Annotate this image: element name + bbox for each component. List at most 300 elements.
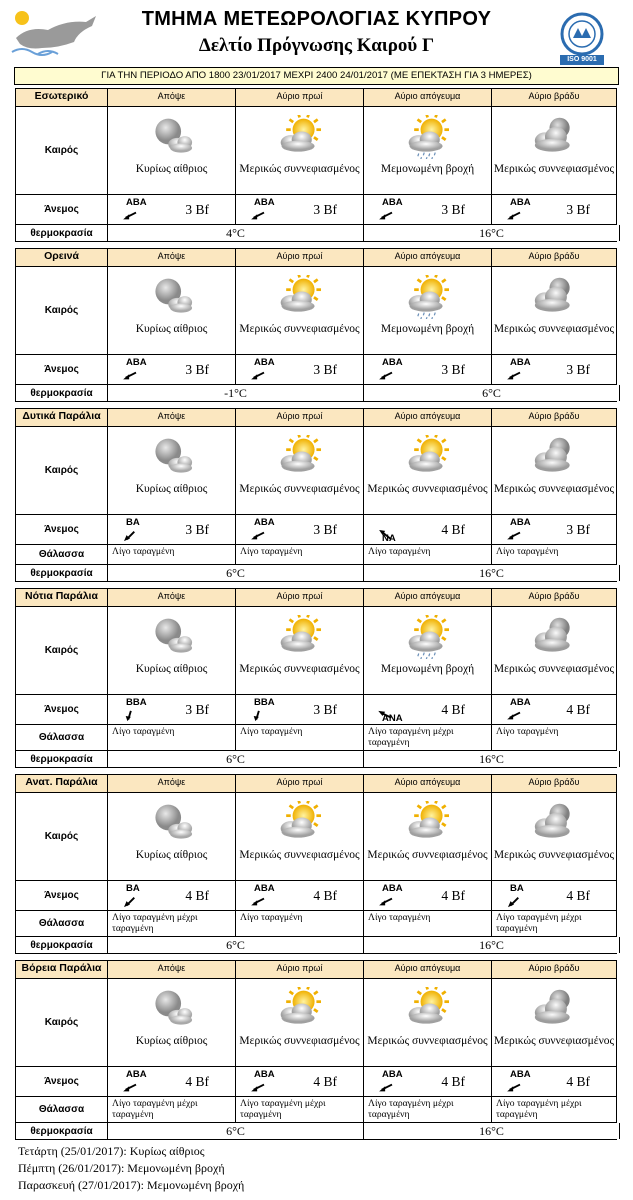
wind-cell xyxy=(236,195,364,224)
period-header: Αύριο πρωί xyxy=(236,89,364,106)
wind-force: 3 Bf xyxy=(185,362,209,377)
sea-state: Λίγο ταραγμένη μέχρι ταραγμένη xyxy=(240,1098,326,1120)
sea-cell xyxy=(236,725,364,750)
temperature-night: -1°C xyxy=(108,385,364,401)
sea-cell xyxy=(364,725,492,750)
wind-direction: ΒΑ xyxy=(126,517,140,528)
wind-cell xyxy=(108,195,236,224)
temperature-row xyxy=(16,937,616,953)
temperature-day: 16°C xyxy=(364,1123,620,1139)
region-name: Ανατ. Παράλια xyxy=(16,775,108,792)
sea-cell xyxy=(492,911,616,936)
sea-state: Λίγο ταραγμένη xyxy=(496,726,559,737)
weather-description: Κυρίως αίθριος xyxy=(135,483,208,495)
wind-direction: ΑΒΑ xyxy=(254,517,275,528)
wind-cell xyxy=(236,695,364,724)
weather-row xyxy=(16,607,616,695)
weather-cell xyxy=(364,427,492,514)
wind-cell xyxy=(108,881,236,910)
weather-description: Μερικώς συννεφιασμένος xyxy=(239,323,360,335)
weather-cell xyxy=(492,607,616,694)
wind-direction: ΑΒΑ xyxy=(382,357,403,368)
sea-state: Λίγο ταραγμένη xyxy=(368,546,431,557)
period-header: Απόψε xyxy=(108,961,236,978)
sea-label: Θάλασσα xyxy=(16,911,108,936)
period-header: Αύριο πρωί xyxy=(236,775,364,792)
wind-cell xyxy=(108,695,236,724)
weather-cell xyxy=(108,267,236,354)
weather-description: Κυρίως αίθριος xyxy=(135,1035,208,1047)
period-header: Αύριο βράδυ xyxy=(528,91,580,101)
moon-heavy-cloud-icon xyxy=(526,801,584,845)
period-header: Αύριο απόγευμα xyxy=(364,249,492,266)
weather-cell xyxy=(236,267,364,354)
wind-direction-arrow-icon xyxy=(120,210,140,222)
weather-description: Μερικώς συννεφιασμένος xyxy=(493,849,615,861)
moon-heavy-cloud-icon xyxy=(526,115,584,159)
weather-cell xyxy=(108,427,236,514)
temperature-day: 16°C xyxy=(364,225,620,241)
wind-direction: ΑΒΑ xyxy=(382,1069,403,1080)
sun-cloud-rain-icon xyxy=(398,115,456,159)
region-header-row xyxy=(16,589,616,607)
sea-cell xyxy=(364,911,492,936)
weather-description: Μερικώς συννεφιασμένος xyxy=(493,323,615,335)
wind-cell xyxy=(492,1067,616,1096)
region-name: Νότια Παράλια xyxy=(16,589,108,606)
wind-direction: ΒΒΑ xyxy=(126,697,147,708)
wind-cell xyxy=(236,355,364,384)
weather-cell xyxy=(236,607,364,694)
weather-description: Μερικώς συννεφιασμένος xyxy=(239,163,360,175)
wind-direction: ΑΒΑ xyxy=(510,697,531,708)
weather-cell xyxy=(364,793,492,880)
wind-direction-arrow-icon xyxy=(504,896,524,908)
weather-row xyxy=(16,979,616,1067)
sea-state: Λίγο ταραγμένη xyxy=(240,912,303,923)
wind-row xyxy=(16,515,616,545)
wind-direction-arrow-icon xyxy=(504,210,524,222)
sea-state: Λίγο ταραγμένη μέχρι ταραγμένη xyxy=(496,1098,582,1120)
weather-description: Μερικώς συννεφιασμένος xyxy=(239,1035,360,1047)
region-header-row xyxy=(16,89,616,107)
sun-cloud-rain-icon xyxy=(398,275,456,319)
sea-cell xyxy=(492,545,616,564)
wind-force: 3 Bf xyxy=(566,202,590,217)
wind-force: 4 Bf xyxy=(566,1074,590,1089)
period-header: Αύριο πρωί xyxy=(236,961,364,978)
moon-heavy-cloud-icon xyxy=(526,987,584,1031)
outlook-line: Τετάρτη (25/01/2017): Κυρίως αίθριος xyxy=(18,1144,205,1158)
wind-label: Άνεμος xyxy=(16,355,108,384)
wind-label: Άνεμος xyxy=(16,695,108,724)
weather-description: Μερικώς συννεφιασμένος xyxy=(367,1035,488,1047)
wind-label: Άνεμος xyxy=(16,881,108,910)
weather-label: Καιρός xyxy=(16,607,108,694)
wind-cell xyxy=(364,881,492,910)
sea-label: Θάλασσα xyxy=(16,725,108,750)
wind-direction-arrow-icon xyxy=(248,370,268,382)
sun-cloud-icon xyxy=(270,275,328,319)
wind-cell xyxy=(236,515,364,544)
sun-cloud-rain-icon xyxy=(398,615,456,659)
wind-direction: ΒΑ xyxy=(510,883,524,894)
wind-direction: ΑΒΑ xyxy=(510,197,531,208)
period-header: Απόψε xyxy=(108,775,236,792)
moon-heavy-cloud-icon xyxy=(526,435,584,479)
period-header: Αύριο απόγευμα xyxy=(364,409,492,426)
period-header: Αύριο απόγευμα xyxy=(364,89,492,106)
sea-row xyxy=(16,725,616,751)
wind-direction-arrow-icon xyxy=(376,896,396,908)
weather-description: Μερικώς συννεφιασμένος xyxy=(239,849,360,861)
wind-row xyxy=(16,881,616,911)
region-header-row xyxy=(16,961,616,979)
temperature-label: θερμοκρασία xyxy=(16,751,108,767)
weather-description: Κυρίως αίθριος xyxy=(135,663,208,675)
wind-direction-arrow-icon xyxy=(248,710,268,722)
wind-direction-arrow-icon xyxy=(248,1082,268,1094)
weather-cell xyxy=(364,267,492,354)
temperature-label: θερμοκρασία xyxy=(16,565,108,581)
sea-cell xyxy=(108,1097,236,1122)
weather-label: Καιρός xyxy=(16,107,108,194)
sun-cloud-icon xyxy=(398,987,456,1031)
wind-direction-arrow-icon xyxy=(248,210,268,222)
wind-force: 4 Bf xyxy=(441,702,465,717)
sea-cell xyxy=(236,545,364,564)
weather-cell xyxy=(108,979,236,1066)
period-header: Αύριο βράδυ xyxy=(528,963,580,973)
temperature-label: θερμοκρασία xyxy=(16,937,108,953)
wind-force: 4 Bf xyxy=(185,888,209,903)
region-block xyxy=(15,960,617,1140)
wind-cell xyxy=(492,695,616,724)
sea-cell xyxy=(108,545,236,564)
wind-force: 3 Bf xyxy=(566,522,590,537)
sea-label: Θάλασσα xyxy=(16,545,108,564)
temperature-day: 16°C xyxy=(364,751,620,767)
temperature-night: 6°C xyxy=(108,937,364,953)
wind-row xyxy=(16,1067,616,1097)
weather-row xyxy=(16,427,616,515)
weather-description: Μερικώς συννεφιασμένος xyxy=(493,663,615,675)
iso-label: ISO 9001 xyxy=(567,56,597,63)
weather-cell xyxy=(492,267,616,354)
wind-direction-arrow-icon xyxy=(248,896,268,908)
weather-cell xyxy=(108,793,236,880)
moon-heavy-cloud-icon xyxy=(526,615,584,659)
wind-direction-arrow-icon xyxy=(504,1082,524,1094)
wind-force: 3 Bf xyxy=(441,362,465,377)
sea-label: Θάλασσα xyxy=(16,1097,108,1122)
sea-cell xyxy=(492,725,616,750)
sea-cell xyxy=(236,1097,364,1122)
region-name: Ορεινά xyxy=(16,249,108,266)
period-header: Αύριο βράδυ xyxy=(528,251,580,261)
wind-direction-arrow-icon xyxy=(120,1082,140,1094)
wind-cell xyxy=(492,515,616,544)
period-header: Αύριο βράδυ xyxy=(528,591,580,601)
weather-cell xyxy=(492,107,616,194)
period-header: Αύριο βράδυ xyxy=(528,411,580,421)
sea-row xyxy=(16,1097,616,1123)
wind-cell xyxy=(364,355,492,384)
temperature-label: θερμοκρασία xyxy=(16,1123,108,1139)
wind-direction: ΑΒΑ xyxy=(382,883,403,894)
sun-cloud-icon xyxy=(398,801,456,845)
weather-description: Μερικώς συννεφιασμένος xyxy=(493,163,615,175)
period-header: Αύριο βράδυ xyxy=(528,777,580,787)
weather-row xyxy=(16,793,616,881)
sea-cell xyxy=(236,911,364,936)
weather-cell xyxy=(492,427,616,514)
weather-cell xyxy=(364,107,492,194)
sea-state: Λίγο ταραγμένη μέχρι ταραγμένη xyxy=(368,1098,454,1120)
wind-force: 3 Bf xyxy=(313,702,337,717)
region-header-row xyxy=(16,249,616,267)
weather-description: Μερικώς συννεφιασμένος xyxy=(493,1035,615,1047)
sun-cloud-icon xyxy=(270,615,328,659)
weather-cell xyxy=(492,793,616,880)
region-header-row xyxy=(16,775,616,793)
wind-force: 4 Bf xyxy=(441,1074,465,1089)
wind-label: Άνεμος xyxy=(16,1067,108,1096)
wind-direction-arrow-icon xyxy=(120,530,140,542)
region-header-row xyxy=(16,409,616,427)
period-header: Αύριο απόγευμα xyxy=(364,961,492,978)
sea-cell xyxy=(108,911,236,936)
region-block xyxy=(15,248,617,402)
wind-label: Άνεμος xyxy=(16,515,108,544)
wind-force: 4 Bf xyxy=(566,702,590,717)
wind-cell xyxy=(236,881,364,910)
sea-cell xyxy=(492,1097,616,1122)
sea-state: Λίγο ταραγμένη xyxy=(240,726,303,737)
sun-cloud-icon xyxy=(270,115,328,159)
sun-cloud-icon xyxy=(270,987,328,1031)
weather-cell xyxy=(236,427,364,514)
temperature-row xyxy=(16,225,616,241)
weather-description: Μεμονωμένη βροχή xyxy=(380,163,475,175)
wind-force: 4 Bf xyxy=(441,522,465,537)
wind-direction-arrow-icon xyxy=(376,1082,396,1094)
weather-description: Μερικώς συννεφιασμένος xyxy=(367,483,488,495)
moon-cloud-icon xyxy=(142,115,200,159)
wind-cell xyxy=(236,1067,364,1096)
moon-heavy-cloud-icon xyxy=(526,275,584,319)
period-header: Αύριο απόγευμα xyxy=(364,589,492,606)
temperature-day: 16°C xyxy=(364,565,620,581)
weather-description: Κυρίως αίθριος xyxy=(135,323,208,335)
region-block xyxy=(15,774,617,954)
weather-label: Καιρός xyxy=(16,267,108,354)
region-block xyxy=(15,88,617,242)
wind-direction: ΒΒΑ xyxy=(254,697,275,708)
weather-description: Κυρίως αίθριος xyxy=(135,849,208,861)
sun-cloud-icon xyxy=(270,435,328,479)
wind-force: 3 Bf xyxy=(185,702,209,717)
sea-state: Λίγο ταραγμένη xyxy=(496,546,559,557)
weather-cell xyxy=(236,107,364,194)
temperature-row xyxy=(16,1123,616,1139)
wind-direction-arrow-icon xyxy=(376,210,396,222)
period-header: Αύριο απόγευμα xyxy=(364,775,492,792)
period-header: Απόψε xyxy=(108,89,236,106)
wind-cell xyxy=(108,355,236,384)
wind-direction: ΑΝΑ xyxy=(382,713,403,724)
wind-force: 4 Bf xyxy=(566,888,590,903)
wind-direction: ΑΒΑ xyxy=(254,1069,275,1080)
temperature-night: 6°C xyxy=(108,751,364,767)
sun-cloud-icon xyxy=(398,435,456,479)
weather-label: Καιρός xyxy=(16,979,108,1066)
wind-direction-arrow-icon xyxy=(504,370,524,382)
sea-state: Λίγο ταραγμένη xyxy=(112,726,175,737)
wind-direction: ΑΒΑ xyxy=(510,357,531,368)
period-header: Απόψε xyxy=(108,409,236,426)
wind-direction: ΝΑ xyxy=(382,533,396,544)
temperature-label: θερμοκρασία xyxy=(16,225,108,241)
bulletin-title: ΤΜΗΜΑ ΜΕΤΕΩΡΟΛΟΓΙΑΣ ΚΥΠΡΟΥ xyxy=(141,8,492,30)
temperature-night: 6°C xyxy=(108,1123,364,1139)
wind-cell xyxy=(108,515,236,544)
weather-cell xyxy=(108,607,236,694)
wind-force: 4 Bf xyxy=(313,1074,337,1089)
wind-direction-arrow-icon xyxy=(504,710,524,722)
weather-row xyxy=(16,267,616,355)
moon-cloud-icon xyxy=(142,275,200,319)
wind-direction-arrow-icon xyxy=(120,896,140,908)
temperature-row xyxy=(16,565,616,581)
sea-state: Λίγο ταραγμένη xyxy=(112,546,175,557)
wind-direction-arrow-icon xyxy=(120,370,140,382)
sea-state: Λίγο ταραγμένη xyxy=(240,546,303,557)
wind-force: 4 Bf xyxy=(441,888,465,903)
moon-cloud-icon xyxy=(142,801,200,845)
wind-direction: ΑΒΑ xyxy=(126,197,147,208)
sea-cell xyxy=(364,1097,492,1122)
wind-force: 4 Bf xyxy=(185,1074,209,1089)
period-header: Αύριο πρωί xyxy=(236,249,364,266)
wind-direction: ΑΒΑ xyxy=(382,197,403,208)
wind-direction: ΑΒΑ xyxy=(510,1069,531,1080)
wind-direction: ΑΒΑ xyxy=(254,883,275,894)
wind-direction: ΑΒΑ xyxy=(126,1069,147,1080)
wind-cell xyxy=(108,1067,236,1096)
wind-cell xyxy=(364,1067,492,1096)
weather-cell xyxy=(492,979,616,1066)
period-header: Απόψε xyxy=(108,589,236,606)
sea-state: Λίγο ταραγμένη xyxy=(368,912,431,923)
temperature-label: θερμοκρασία xyxy=(16,385,108,401)
wind-direction-arrow-icon xyxy=(120,710,140,722)
temperature-row xyxy=(16,751,616,767)
temperature-day: 6°C xyxy=(364,385,620,401)
sun-cloud-icon xyxy=(270,801,328,845)
wind-row xyxy=(16,355,616,385)
wind-direction: ΒΑ xyxy=(126,883,140,894)
outlook-line: Πέμπτη (26/01/2017): Μεμονωμένη βροχή xyxy=(18,1161,225,1175)
wind-direction: ΑΒΑ xyxy=(126,357,147,368)
wind-direction: ΑΒΑ xyxy=(510,517,531,528)
weather-label: Καιρός xyxy=(16,427,108,514)
moon-cloud-icon xyxy=(142,615,200,659)
wind-force: 3 Bf xyxy=(441,202,465,217)
weather-cell xyxy=(236,979,364,1066)
region-name: Εσωτερικό xyxy=(16,89,108,106)
temperature-night: 4°C xyxy=(108,225,364,241)
weather-description: Μερικώς συννεφιασμένος xyxy=(493,483,615,495)
wind-direction: ΑΒΑ xyxy=(254,357,275,368)
wind-force: 3 Bf xyxy=(185,202,209,217)
wind-force: 3 Bf xyxy=(566,362,590,377)
wind-force: 3 Bf xyxy=(313,522,337,537)
weather-cell xyxy=(364,607,492,694)
weather-row xyxy=(16,107,616,195)
weather-description: Μεμονωμένη βροχή xyxy=(380,323,475,335)
bulletin-subtitle: Δελτίο Πρόγνωσης Καιρού Γ xyxy=(198,35,435,56)
wind-cell xyxy=(492,195,616,224)
region-name: Βόρεια Παράλια xyxy=(16,961,108,978)
wind-direction: ΑΒΑ xyxy=(254,197,275,208)
sea-row xyxy=(16,911,616,937)
temperature-row xyxy=(16,385,616,401)
wind-cell xyxy=(492,881,616,910)
region-block xyxy=(15,408,617,582)
period-header: Απόψε xyxy=(108,249,236,266)
wind-cell xyxy=(364,695,492,724)
region-name: Δυτικά Παράλια xyxy=(16,409,108,426)
weather-cell xyxy=(364,979,492,1066)
wind-cell xyxy=(364,515,492,544)
wind-direction-arrow-icon xyxy=(376,370,396,382)
moon-cloud-icon xyxy=(142,435,200,479)
wind-direction-arrow-icon xyxy=(504,530,524,542)
temperature-day: 16°C xyxy=(364,937,620,953)
wind-force: 4 Bf xyxy=(313,888,337,903)
region-block xyxy=(15,588,617,768)
sea-cell xyxy=(364,545,492,564)
weather-description: Κυρίως αίθριος xyxy=(135,163,208,175)
wind-label: Άνεμος xyxy=(16,195,108,224)
wind-cell xyxy=(492,355,616,384)
wind-force: 3 Bf xyxy=(185,522,209,537)
sea-row xyxy=(16,545,616,565)
period-header: Αύριο πρωί xyxy=(236,589,364,606)
sea-cell xyxy=(108,725,236,750)
period-header: Αύριο πρωί xyxy=(236,409,364,426)
temperature-night: 6°C xyxy=(108,565,364,581)
wind-direction-arrow-icon xyxy=(248,530,268,542)
sea-state: Λίγο ταραγμένη μέχρι ταραγμένη xyxy=(112,1098,198,1120)
wind-row xyxy=(16,195,616,225)
wind-cell xyxy=(364,195,492,224)
weather-description: Μερικώς συννεφιασμένος xyxy=(239,663,360,675)
wind-force: 3 Bf xyxy=(313,362,337,377)
bulletin-header xyxy=(0,0,633,66)
outlook-line: Παρασκευή (27/01/2017): Μεμονωμένη βροχή xyxy=(18,1178,245,1192)
weather-description: Μερικώς συννεφιασμένος xyxy=(367,849,488,861)
weather-cell xyxy=(108,107,236,194)
wind-force: 3 Bf xyxy=(313,202,337,217)
forecast-period: ΓΙΑ ΤΗΝ ΠΕΡΙΟΔΟ ΑΠΟ 1800 23/01/2017 ΜΕΧΡΙ 2400 24/01/2017 (ΜΕ ΕΠΕΚΤΑΣΗ ΓΙΑ 3 ΗΜΕΡΕΣ) xyxy=(14,67,619,85)
sea-state: Λίγο ταραγμένη μέχρι ταραγμένη xyxy=(368,726,454,748)
weather-description: Μεμονωμένη βροχή xyxy=(380,663,475,675)
weather-description: Μερικώς συννεφιασμένος xyxy=(239,483,360,495)
sea-state: Λίγο ταραγμένη μέχρι ταραγμένη xyxy=(112,912,198,934)
wind-row xyxy=(16,695,616,725)
